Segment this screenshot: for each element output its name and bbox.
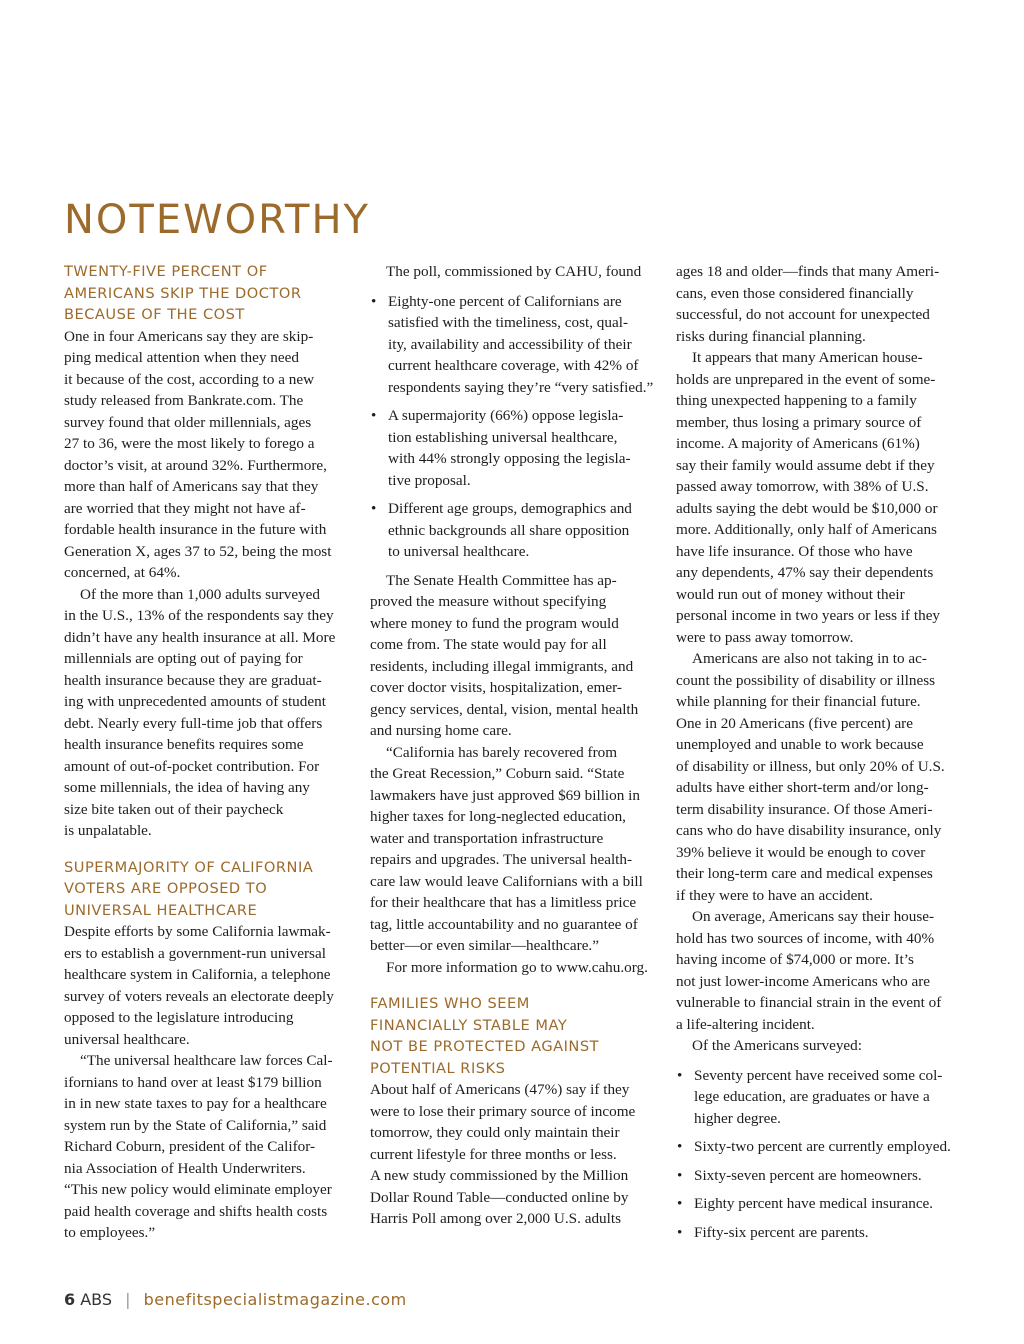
bullet-icon: • [371,292,377,310]
list-item: • Different age groups, demographics and ethnic backgrounds all share opposition to universal healthcare. [371,500,632,560]
magazine-name: ABS [80,1290,113,1309]
page-title: NOTEWORTHY [64,197,370,243]
list-item: • Sixty-seven percent are homeowners. [676,1165,964,1187]
paragraph: The poll, commissioned by CAHU, found [386,263,642,280]
list-item: • Seventy percent have received some col- lege education, are graduates or have a higher degree. [677,1066,943,1127]
paragraph: Of the Americans surveyed: [692,1037,862,1054]
bullet-icon: • [677,1066,683,1084]
page-number: 6 [64,1290,76,1309]
bullet-list [370,291,658,563]
paragraph: “The universal healthcare law forces Cal- ifornians to hand over at least $179 billion in in new state taxes to pay for a healthcare system run by the State of California,” said Richard Coburn, president of the Califor- nia Association of Health Underwriters. “This new policy would eliminate employer paid health coverage and shifts health costs to employees.” [64,1052,333,1241]
column-2 [370,261,658,1230]
paragraph: On average, Americans say their house- hold has two sources of income, with 40% having income of $74,000 or more. It’s not just lower-income Americans who are vulnerable to financial strain in the event of a life-altering incident. [676,908,942,1033]
paragraph: The Senate Health Committee has ap- proved the measure without specifying where money to fund the program would come from. The state would pay for all residents, including illegal immigrants, and cover doctor visits, hospitalization, emer- gency services, dental, vision, mental health and nursing home care. [370,571,639,739]
column-1 [64,261,352,1244]
article-heading: TWENTY-FIVE PERCENT OF AMERICANS SKIP THE DOCTOR BECAUSE OF THE COST [64,263,302,323]
page-footer [64,1290,407,1309]
list-item: • Fifty-six percent are parents. [676,1222,964,1244]
list-item: • Eighty percent have medical insurance. [676,1193,964,1215]
article-heading: FAMILIES WHO SEEM FINANCIALLY STABLE MAY NOT BE PROTECTED AGAINST POTENTIAL RISKS [370,995,600,1077]
paragraph: For more information go to www.cahu.org. [386,958,648,976]
bullet-list [676,1065,964,1244]
paragraph: Of the more than 1,000 adults surveyed in the U.S., 13% of the respondents say they didn’t have any health insurance at all. More millennials are opting out of paying for health insurance because they are graduat- ing with unprecedented amounts of student debt. Nearly every full-time job that offers health insurance benefits requires some amount of out-of-pocket contribution. For some millennials, the idea of having any size bite taken out of their paycheck is unpalatable. [64,585,336,839]
paragraph: “California has barely recovered from the Great Recession,” Coburn said. “State lawmakers have just approved $69 billion in higher taxes for long-neglected education, water and transportation infrastructure repairs and upgrades. The universal health- care law would leave Californians with a bill for their healthcare that has a limitless price tag, little accountability and no guarantee of better—or even similar—healthcare.” [370,743,643,954]
article-heading: SUPERMAJORITY OF CALIFORNIA VOTERS ARE OPPOSED TO UNIVERSAL HEALTHCARE [64,858,314,919]
paragraph: Despite efforts by some California lawmak- ers to establish a government-run universal healthcare system in California, a telephone survey of voters reveals an electorate deeply opposed to the legislature introducing universal healthcare. [64,923,334,1048]
paragraph: ages 18 and older—finds that many Ameri- cans, even those considered financially successful, do not account for unexpected risks during financial planning. [676,263,940,345]
column-3 [676,261,964,1250]
magazine-url: benefitspecialistmagazine.com [143,1290,407,1309]
bullet-icon: • [677,1166,683,1184]
paragraph: Americans are also not taking in to ac- count the possibility of disability or illness while planning for their financial future. One in 20 Americans (five percent) are unemployed and unable to work because of disability or illness, but only 20% of U.S. adults have either short-term and/or long- term disability insurance. Of those Ameri- cans who do have disability insurance, only 39% believe it would be enough to cover their long-term care and medical expenses if they were to have an accident. [676,650,945,904]
paragraph: It appears that many American house- holds are unprepared in the event of some- thing unexpected happening to a family member, thus losing a primary source of income. A majority of Americans (61%) say their family would assume debt if they passed away tomorrow, with 38% of U.S. adults saying the debt would be $10,000 or more. Additionally, only half of Americans have life insurance. Of those who have any dependents, 47% say their dependents would run out of money without their personal income in two years or less if they were to pass away tomorrow. [676,349,941,646]
paragraph: About half of Americans (47%) say if they were to lose their primary source of income tomorrow, they could only maintain their current lifestyle for three months or less. A new study commissioned by the Million Dollar Round Table—conducted online by Harris Poll among over 2,000 U.S. adults [370,1081,636,1227]
bullet-icon: • [371,407,377,424]
bullet-icon: • [371,500,377,517]
list-item: • A supermajority (66%) oppose legisla- tion establishing universal healthcare, with 44% strongly opposing the legisla- tive proposal. [371,407,631,489]
footer-separator: | [125,1290,131,1309]
list-item: • Sixty-two percent are currently employed. [676,1136,964,1158]
bullet-icon: • [677,1138,683,1155]
paragraph: One in four Americans say they are skip- ping medical attention when they need it because of the cost, according to a new study released from Bankrate.com. The survey found that older millennials, ages 27 to 36, were the most likely to forego a doctor’s visit, at around 32%. Furthermore, more than half of Americans say that they are worried that they might not have af- fordable health insurance in the future with Generation X, ages 37 to 52, being the most concerned, at 64%. [64,327,332,581]
bullet-icon: • [677,1223,683,1241]
bullet-icon: • [677,1195,683,1212]
list-item: • Eighty-one percent of Californians are satisfied with the timeliness, cost, qual- ity, availability and accessibility of their current healthcare coverage, with 42% of respondents saying they’re “very satisfied.” [371,292,654,396]
